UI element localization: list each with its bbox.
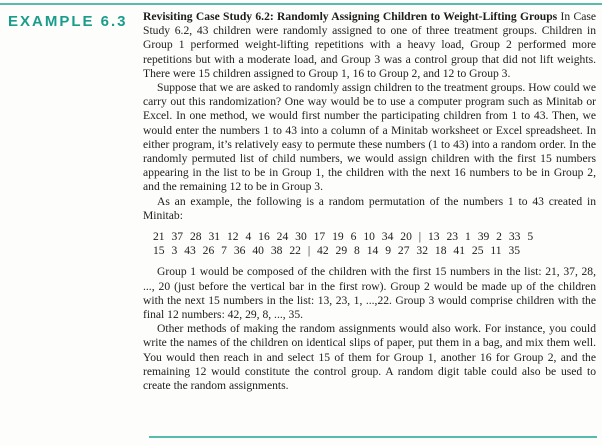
permutation-listing	[153, 230, 596, 258]
paragraph-intro-text: In Case Study 6.2, 43 children were randomly assigned to one of three treatment groups. Children in Group 1 performed weight-lifting repetitions with a heavy load, Group 2 performed more repetitions but with a moderate load, and Group 3 was a control group that did not lift weights. There were 15 children assigned to Group 1, 16 to Group 2, and 12 to Group 3.	[143, 10, 596, 80]
paragraph-permutation-lead-in: As an example, the following is a random permutation of the numbers 1 to 43 created in Minitab:	[143, 194, 596, 222]
paragraph-group-composition: Group 1 would be composed of the children with the first 15 numbers in the list: 21, 37, 28, ..., 20 (just before the vertical bar in the first row). Group 2 would be made up of the children with the next 15 numbers in the list: 13, 23, 1, ...,22. Group 3 would comprise children with the final 12 numbers: 42, 29, 8, ..., 35.	[143, 265, 596, 322]
bottom-divider-rule	[149, 436, 597, 438]
permutation-row-1: 21 37 28 31 12 4 16 24 30 17 19 6 10 34 20 | 13 23 1 39 2 33 5	[153, 230, 534, 244]
example-title: Revisiting Case Study 6.2: Randomly Assigning Children to Weight-Lifting Groups	[143, 10, 558, 23]
top-divider-rule	[0, 3, 602, 5]
permutation-row-2: 15 3 43 26 7 36 40 38 22 | 42 29 8 14 9 27 32 18 41 25 11 35	[153, 244, 521, 258]
example-body	[143, 10, 596, 393]
paragraph-other-methods: Other methods of making the random assignments would also work. For instance, you could write the names of the children on identical slips of paper, put them in a bag, and mix them well. You would then reach in and select 15 of them for Group 1, another 16 for Group 2, and the remaining 12 would constitute the control group. A random digit table could also be used to create the random assignments.	[143, 322, 596, 393]
paragraph-randomization-method: Suppose that we are asked to randomly assign children to the treatment groups. How could we carry out this randomization? One way would be to use a computer program such as Minitab or Excel. In one method, we would first number the participating children from 1 to 43. Then, we would enter the numbers 1 to 43 into a column of a Minitab worksheet or Excel spreadsheet. In either program, it’s relatively easy to permute these numbers (1 to 43) into a random order. In the randomly permuted list of child numbers, we would assign children with the first 15 numbers appearing in the list to be in Group 1, the children with the next 16 numbers to be in Group 2, and the remaining 12 to be in Group 3.	[143, 81, 596, 194]
paragraph-intro	[143, 10, 596, 81]
example-number-label: EXAMPLE 6.3	[8, 13, 128, 30]
